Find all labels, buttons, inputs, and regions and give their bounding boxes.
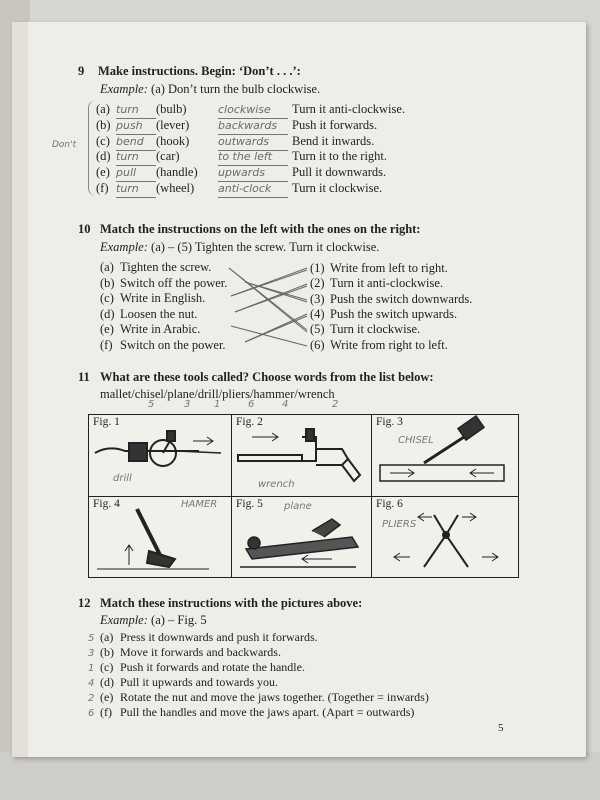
figure-2 (231, 414, 373, 498)
ex9-number: 9 (78, 64, 85, 78)
ex9-item-sentence: Pull it downwards. (292, 165, 387, 180)
ex9-title: Make instructions. Begin: ‘Don’t . . .’: (98, 64, 301, 78)
fig-1-label: Fig. 1 (93, 416, 120, 428)
word-number: 1 (214, 399, 221, 410)
ex10-number: 10 (78, 222, 91, 236)
ex11-word-list: mallet/chisel/plane/drill/pliers/hammer/wrench (100, 387, 335, 401)
ex9-item-label: (f) (96, 181, 109, 195)
fig-3-answer: CHISEL (398, 435, 434, 446)
page-number: 5 (498, 722, 504, 734)
ex9-item-sentence: Turn it to the right. (292, 149, 388, 164)
ex12-example-label: Example: (100, 613, 148, 627)
ex10-example (100, 240, 379, 255)
ex9-item (96, 101, 405, 117)
ex9-item-noun: (car) (156, 149, 180, 164)
ex12-item (88, 629, 318, 645)
ex9-handwritten-answer: backwards (218, 118, 288, 135)
ex12-item (88, 659, 305, 675)
fig-6-answer: PLIERS (382, 519, 417, 530)
ex12-handwritten-number: 5 (88, 633, 95, 644)
ex9-handwritten-verb: turn (116, 181, 156, 198)
ex9-item-label: (d) (96, 149, 111, 164)
figure-4 (88, 496, 233, 578)
ex10-left-text: Switch off the power. (120, 275, 228, 290)
ex10-left-text: Write in Arabic. (120, 322, 201, 336)
ex9-item-sentence: Turn it clockwise. (292, 181, 383, 195)
ex10-right-text: Write from right to left. (330, 337, 448, 352)
ex9-handwritten-verb: turn (116, 102, 156, 119)
ex9-item-noun: (lever) (156, 117, 190, 132)
ex12-item-text: Press it downwards and push it forwards. (120, 630, 318, 644)
ex10-left-text: Loosen the nut. (120, 306, 198, 321)
fig-2-answer: wrench (258, 479, 295, 490)
fig-2-label: Fig. 2 (236, 416, 263, 428)
ex9-handwritten-answer: anti-clock (218, 181, 288, 198)
ex9-item-noun: (wheel) (156, 181, 195, 195)
fig-3-label: Fig. 3 (376, 416, 403, 428)
ex9-example-label: Example: (100, 82, 148, 96)
ex10-right-item (310, 321, 420, 337)
ex10-right-item (310, 260, 448, 276)
ex11-heading (78, 370, 434, 385)
ex9-handwritten-answer: upwards (218, 165, 288, 182)
ex9-margin-note: Don't (52, 140, 77, 150)
ex12-item (88, 674, 278, 690)
ex11-word-numbers (148, 399, 348, 411)
ex10-left-item (100, 275, 227, 291)
ex12-handwritten-number: 1 (88, 663, 95, 674)
match-line-e6 (231, 326, 307, 346)
page-binding-edge (12, 22, 28, 757)
ex12-item (88, 704, 414, 720)
ex12-handwritten-number: 6 (88, 708, 95, 719)
ex10-left-label: (b) (100, 275, 115, 290)
word-number: 5 (148, 399, 155, 410)
ex10-left-text: Switch on the power. (120, 337, 226, 352)
ex9-item-sentence: Bend it inwards. (292, 133, 375, 148)
ex12-item (88, 689, 429, 705)
ex10-right-item (310, 306, 457, 322)
ex12-number: 12 (78, 596, 91, 610)
ex10-right-text: Push the switch upwards. (330, 306, 458, 321)
word-number: 2 (332, 399, 339, 410)
ex9-item-sentence: Turn it anti-clockwise. (292, 102, 406, 116)
ex11-title: What are these tools called? Choose words from the list below: (100, 370, 434, 384)
ex10-left-label: (d) (100, 306, 115, 321)
ex10-right-text: Turn it clockwise. (330, 322, 421, 337)
ex12-handwritten-number: 3 (88, 648, 95, 659)
chisel-icon (372, 415, 518, 497)
ex10-right-text: Push the switch downwards. (330, 291, 473, 306)
ex10-left-text: Write in English. (120, 291, 206, 305)
ex9-handwritten-answer: to the left (218, 149, 288, 166)
fig-4-answer: HAMER (181, 499, 218, 510)
ex9-item (96, 180, 382, 196)
fig-1-answer: drill (113, 473, 132, 484)
pipe-wrench-icon (232, 415, 372, 497)
fig-5-answer: plane (284, 501, 312, 512)
ex10-right-label: (2) (310, 276, 325, 291)
ex9-item (96, 164, 386, 180)
ex12-item-label: (d) (100, 675, 114, 689)
ex10-left-item (100, 321, 200, 337)
ex9-item-label: (c) (96, 133, 110, 148)
ex11-number: 11 (78, 370, 90, 384)
ex12-item-label: (c) (100, 660, 114, 674)
ex10-right-label: (3) (310, 291, 325, 306)
fig-4-label: Fig. 4 (93, 498, 120, 510)
ex12-example-text: (a) – Fig. 5 (151, 613, 207, 627)
ex9-example-text: (a) Don’t turn the bulb clockwise. (151, 82, 321, 96)
ex10-right-label: (4) (310, 306, 325, 321)
ex10-right-label: (5) (310, 322, 325, 337)
ex12-title: Match these instructions with the pictures above: (100, 596, 363, 610)
ex9-handwritten-answer: outwards (218, 134, 288, 151)
ex9-item-sentence: Push it forwards. (292, 117, 378, 132)
ex9-handwritten-verb: turn (116, 149, 156, 166)
ex10-right-item (310, 275, 443, 291)
figure-3 (371, 414, 519, 498)
ex12-item-text: Pull it upwards and towards you. (120, 675, 278, 689)
ex12-item-text: Rotate the nut and move the jaws together. (Together = inwards) (120, 690, 429, 704)
ex12-item (88, 644, 281, 660)
ex9-item-label: (a) (96, 102, 110, 116)
ex9-handwritten-answer: clockwise (218, 102, 288, 119)
ex9-handwritten-verb: pull (116, 165, 156, 182)
ex10-right-label: (1) (310, 261, 325, 275)
ex9-item-noun: (hook) (156, 133, 190, 148)
ex12-item-text: Pull the handles and move the jaws apart. (Apart = outwards) (120, 705, 415, 719)
ex10-example-label: Example: (100, 240, 148, 254)
ex10-heading (78, 222, 420, 237)
ex10-left-text: Tighten the screw. (120, 260, 212, 274)
ex9-item-label: (b) (96, 117, 111, 132)
ex10-left-label: (c) (100, 291, 114, 305)
figure-1 (88, 414, 233, 498)
figure-5 (231, 496, 373, 578)
ex10-title: Match the instructions on the left with the ones on the right: (100, 222, 421, 236)
ex10-left-item (100, 306, 197, 322)
ex12-item-label: (b) (100, 645, 114, 659)
background-bottom (0, 752, 600, 800)
ex9-heading (78, 64, 301, 79)
ex12-item-label: (a) (100, 630, 114, 644)
ex10-left-label: (f) (100, 337, 113, 352)
ex12-heading (78, 596, 362, 611)
fig-6-label: Fig. 6 (376, 498, 403, 510)
ex10-left-label: (a) (100, 260, 114, 274)
word-number: 6 (248, 399, 255, 410)
hand-drill-icon (89, 415, 232, 497)
ex9-handwritten-verb: push (116, 118, 156, 135)
fig-5-label: Fig. 5 (236, 498, 263, 510)
ex10-right-label: (6) (310, 337, 325, 352)
ex10-right-item (310, 291, 472, 307)
ex10-example-text: (a) – (5) Tighten the screw. Turn it clockwise. (151, 240, 380, 254)
ex10-match-lines (225, 262, 315, 352)
ex10-right-text: Write from left to right. (330, 261, 448, 275)
ex9-item (96, 117, 377, 133)
word-number: 4 (282, 399, 289, 410)
ex9-item (96, 148, 387, 164)
word-number: 3 (184, 399, 191, 410)
ex10-right-item (310, 337, 448, 353)
ex10-left-item (100, 290, 205, 306)
ex12-handwritten-number: 4 (88, 678, 95, 689)
ex12-handwritten-number: 2 (88, 693, 95, 704)
ex9-item-noun: (handle) (156, 165, 198, 180)
ex12-example (100, 613, 207, 628)
figure-6 (371, 496, 519, 578)
ex9-item-noun: (bulb) (156, 102, 187, 116)
ex9-example (100, 82, 320, 97)
ex10-left-item (100, 259, 211, 275)
ex12-item-text: Move it forwards and backwards. (120, 645, 281, 659)
ex10-right-text: Turn it anti-clockwise. (330, 276, 444, 291)
ex10-left-item (100, 337, 226, 353)
ex9-handwritten-verb: bend (116, 134, 156, 151)
ex12-item-text: Push it forwards and rotate the handle. (120, 660, 305, 674)
ex9-item-label: (e) (96, 165, 110, 180)
ex12-item-label: (e) (100, 690, 114, 704)
pliers-icon (372, 497, 518, 577)
ex9-item (96, 133, 374, 149)
ex12-item-label: (f) (100, 705, 112, 719)
ex10-left-label: (e) (100, 322, 114, 336)
